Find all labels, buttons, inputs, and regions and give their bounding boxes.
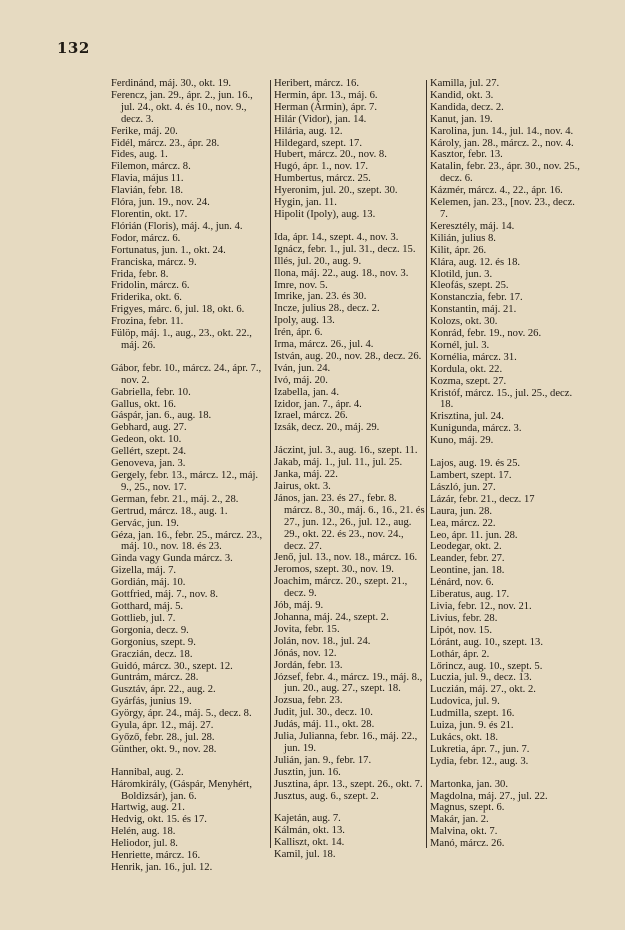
name-column-1 (111, 78, 269, 874)
name-day-entry: Flórián (Floris), máj. 4., jun. 4. (111, 220, 243, 232)
name-day-entry: Konstanczia, febr. 17. (430, 292, 523, 304)
name-day-entry: Kalliszt, okt. 14. (274, 837, 345, 849)
section-gap (430, 768, 580, 779)
name-day-entry: Krisztina, jul. 24. (430, 411, 504, 423)
name-day-entry: Johanna, máj. 24., szept. 2. (274, 611, 389, 623)
name-day-entry: Ferencz, jan. 29., ápr. 2., jun. 16., jul. 24., okt. 4. és 10., nov. 9., decz. 3. (111, 89, 253, 125)
name-day-entry: Lipót, nov. 15. (430, 624, 492, 636)
name-day-entry: Lóránt, aug. 10., szept. 13. (430, 636, 543, 648)
name-day-entry: Ida, ápr. 14., szept. 4., nov. 3. (274, 231, 399, 243)
name-day-entry: Incze, julius 28., decz. 2. (274, 303, 380, 315)
name-day-entry: Lambert, szept. 17. (430, 470, 512, 481)
name-day-entry: Jakab, máj. 1., jul. 11., jul. 25. (274, 457, 403, 469)
name-day-entry: Franciska, márcz. 9. (111, 256, 197, 268)
name-day-entry: Kamilla, jul. 27. (430, 78, 500, 89)
name-day-entry: Kázmér, márcz. 4., 22., ápr. 16. (430, 185, 563, 197)
name-day-entry: Janka, máj. 22. (274, 469, 338, 481)
name-day-entry: Magnus, szept. 6. (430, 802, 505, 814)
name-column-3 (430, 78, 580, 850)
name-day-entry: Manó, márcz. 26. (430, 838, 505, 850)
name-day-entry: Izidor, jan. 7., ápr. 4. (274, 398, 362, 410)
name-day-entry: Humbertus, márcz. 25. (274, 173, 371, 185)
name-day-entry: Joachim, márcz. 20., szept. 21., decz. 9. (274, 576, 408, 600)
name-day-entry: Gebhard, aug. 27. (111, 422, 187, 434)
name-day-entry: Julián, jan. 9., febr. 17. (274, 754, 372, 766)
section-gap (274, 221, 426, 232)
name-day-entry: Heribert, márcz. 16. (274, 78, 360, 89)
name-day-entry: György, ápr. 24., máj. 5., decz. 8. (111, 708, 252, 720)
column-divider (270, 80, 271, 848)
name-day-entry: Livius, febr. 28. (430, 612, 498, 624)
name-day-entry: Henriette, márcz. 16. (111, 850, 201, 862)
name-day-entry: Gotthard, máj. 5. (111, 600, 184, 612)
name-day-entry: Jordán, febr. 13. (274, 659, 343, 671)
name-day-entry: Klára, aug. 12. és 18. (430, 256, 521, 268)
name-day-entry: Gottfried, máj. 7., nov. 8. (111, 589, 218, 601)
name-day-entry: Graczián, decz. 18. (111, 648, 193, 660)
name-day-entry: Luczia, jul. 9., decz. 13. (430, 672, 532, 684)
name-day-entry: Ferdinánd, máj. 30., okt. 19. (111, 78, 232, 89)
name-day-entry: Hilária, aug. 12. (274, 125, 343, 137)
name-day-entry: Flavia, május 11. (111, 173, 184, 185)
name-day-entry: István, aug. 20., nov. 28., decz. 26. (274, 350, 422, 362)
name-day-entry: Ferike, máj. 20. (111, 125, 178, 137)
name-day-entry: Ginda vagy Gunda márcz. 3. (111, 553, 233, 565)
name-day-entry: Lénárd, nov. 6. (430, 577, 494, 589)
name-day-entry: Gallus, okt. 16. (111, 398, 177, 410)
name-day-entry: Kanut, jan. 19. (430, 113, 493, 125)
name-day-entry: Kilián, julius 8. (430, 232, 496, 244)
column-divider (426, 80, 427, 848)
name-day-entry: Keresztély, máj. 14. (430, 220, 515, 232)
name-day-entry: Győző, febr. 28., jul. 28. (111, 731, 215, 743)
name-day-entry: Laura, jun. 28. (430, 505, 493, 517)
name-day-entry: Gorgonia, decz. 9. (111, 624, 189, 636)
name-day-entry: Jolán, nov. 18., jul. 24. (274, 635, 371, 647)
name-day-entry: Kasztor, febr. 13. (430, 149, 503, 161)
name-day-entry: Izabella, jan. 4. (274, 386, 340, 398)
name-day-entry: Malvina, okt. 7. (430, 826, 498, 838)
name-day-entry: Lukács, okt. 18. (430, 731, 498, 743)
name-day-entry: Livia, febr. 12., nov. 21. (430, 600, 532, 612)
name-day-entry: Lukretia, ápr. 7., jun. 7. (430, 743, 530, 755)
name-day-entry: Kandida, decz. 2. (430, 101, 504, 113)
name-day-entry: Gordián, máj. 10. (111, 577, 186, 589)
name-day-entry: Hygin, jan. 11. (274, 197, 337, 209)
name-day-entry: Hugó, ápr. 1., nov. 17. (274, 161, 369, 173)
name-day-entry: Kornélia, márcz. 31. (430, 351, 517, 363)
name-day-entry: German, febr. 21., máj. 2., 28. (111, 493, 239, 505)
name-day-entry: Konrád, febr. 19., nov. 26. (430, 328, 542, 340)
name-day-entry: Fodor, márcz. 6. (111, 232, 181, 244)
name-day-entry: Makár, jan. 2. (430, 814, 489, 826)
section-gap (430, 447, 580, 458)
name-day-entry: Ignácz, febr. 1., jul. 31., decz. 15. (274, 243, 416, 255)
name-day-entry: Julia, Julianna, febr. 16., máj. 22., jun. 19. (274, 731, 418, 754)
name-day-entry: Gottlieb, jul. 7. (111, 612, 176, 624)
name-day-entry: Hildegard, szept. 17. (274, 137, 362, 149)
name-day-entry: Fridolin, márcz. 6. (111, 280, 190, 292)
name-day-entry: Leodegar, okt. 2. (430, 541, 502, 553)
name-day-entry: Imrike, jan. 23. és 30. (274, 291, 367, 303)
name-day-entry: Ilona, máj. 22., aug. 18., nov. 3. (274, 267, 409, 279)
name-day-entry: Kandid, okt. 3. (430, 89, 494, 101)
name-day-entry: Iván, jun. 24. (274, 362, 331, 374)
name-day-entry: Hedvig, okt. 15. és 17. (111, 814, 207, 826)
section-gap (274, 434, 426, 445)
name-day-entry: Imre, nov. 5. (274, 279, 328, 291)
name-day-entry: Jenő, jul. 13., nov. 18., márcz. 16. (274, 552, 418, 564)
name-day-entry: Gertrud, márcz. 18., aug. 1. (111, 505, 228, 517)
name-day-entry: Herman (Ármin), ápr. 7. (274, 101, 377, 113)
name-day-entry: Gergely, febr. 13., márcz. 12., máj. 9., 25., nov. 17. (111, 470, 259, 493)
name-day-entry: Izrael, márcz. 26. (274, 410, 348, 422)
name-day-entry: Illés, jul. 20., aug. 9. (274, 255, 362, 267)
name-day-entry: Hartwig, aug. 21. (111, 802, 185, 814)
name-day-entry: Magdolna, máj. 27., jul. 22. (430, 790, 548, 802)
name-day-entry: Henrik, jan. 16., jul. 12. (111, 862, 213, 873)
name-day-entry: Gorgonius, szept. 9. (111, 636, 196, 648)
name-day-entry: Jusztin, jun. 16. (274, 766, 341, 778)
name-day-entry: Károly, jan. 28., márcz. 2., nov. 4. (430, 137, 574, 149)
name-day-entry: Martonka, jan. 30. (430, 778, 508, 790)
name-day-entry: Leontine, jan. 18. (430, 565, 505, 577)
name-day-entry: Irén, ápr. 6. (274, 327, 323, 339)
name-day-entry: Fides, aug. 1. (111, 149, 168, 161)
name-day-entry: Jusztus, aug. 6., szept. 2. (274, 790, 379, 802)
name-day-entry: Ivó, máj. 20. (274, 374, 328, 386)
name-day-entry: Günther, okt. 9., nov. 28. (111, 743, 217, 755)
name-day-entry: Gervác, jun. 19. (111, 517, 179, 529)
name-day-entry: Lázár, febr. 21., decz. 17 (430, 493, 535, 505)
name-day-entry: Helén, aug. 18. (111, 826, 176, 838)
name-day-entry: Kunigunda, márcz. 3. (430, 423, 522, 435)
name-day-entry: Lőrincz, aug. 10., szept. 5. (430, 660, 543, 672)
name-day-entry: Leander, febr. 27. (430, 553, 505, 565)
name-day-entry: Gábor, febr. 10., márcz. 24., ápr. 7., nov. 2. (111, 362, 262, 386)
name-day-entry: Jovita, febr. 15. (274, 623, 340, 635)
section-gap (111, 756, 269, 767)
name-day-entry: Frida, febr. 8. (111, 268, 169, 280)
name-day-entry: Guidó, márcz. 30., szept. 12. (111, 660, 233, 672)
name-day-entry: Karolina, jun. 14., jul. 14., nov. 4. (430, 125, 574, 137)
name-day-entry: Jairus, okt. 3. (274, 481, 331, 492)
name-day-entry: Kolozs, okt. 30. (430, 316, 498, 328)
name-day-entry: Gyárfás, junius 19. (111, 696, 192, 708)
name-day-entry: Guntrám, márcz. 28. (111, 672, 199, 684)
name-day-entry: Kajetán, aug. 7. (274, 813, 341, 825)
name-day-entry: Luczián, máj. 27., okt. 2. (430, 684, 536, 696)
section-gap (274, 802, 426, 813)
name-day-entry: Izsák, decz. 20., máj. 29. (274, 422, 380, 434)
name-day-entry: Florentin, okt. 17. (111, 208, 188, 220)
name-day-entry: Kelemen, jan. 23., [nov. 23., decz. 7. (430, 197, 575, 220)
name-day-entry: Hannibal, aug. 2. (111, 766, 184, 778)
name-day-entry: Gusztáv, ápr. 22., aug. 2. (111, 684, 216, 696)
name-day-entry: Judás, máj. 11., okt. 28. (274, 719, 375, 731)
name-day-entry: Irma, márcz. 26., jul. 4. (274, 339, 374, 351)
name-day-entry: Géza, jan. 16., febr. 25., márcz. 23., máj. 10., nov. 18. és 23. (111, 529, 263, 553)
name-day-entry: Friderika, okt. 6. (111, 292, 182, 304)
name-day-entry: Lothár, ápr. 2. (430, 648, 490, 660)
name-day-entry: Kozma, szept. 27. (430, 375, 507, 387)
name-day-entry: Lajos, aug. 19. és 25. (430, 458, 521, 470)
name-day-entry: László, jun. 27. (430, 481, 496, 493)
name-column-2 (274, 78, 426, 861)
name-day-entry: Jób, máj. 9. (274, 600, 324, 612)
name-day-entry: József, febr. 4., márcz. 19., máj. 8., jun. 20., aug. 27., szept. 18. (274, 671, 423, 695)
section-gap (111, 352, 269, 363)
name-day-entry: Hipolit (Ipoly), aug. 13. (274, 208, 376, 220)
name-day-entry: Jáczint, jul. 3., aug. 16., szept. 11. (274, 445, 418, 457)
name-day-entry: Kuno, máj. 29. (430, 435, 494, 447)
name-day-entry: Jeromos, szept. 30., nov. 19. (274, 564, 394, 576)
name-day-entry: Frigyes, márc. 6, jul. 18, okt. 6. (111, 304, 245, 316)
name-day-entry: Konstantin, máj. 21. (430, 304, 517, 316)
name-day-entry: Gedeon, okt. 10. (111, 434, 182, 446)
name-day-entry: Judit, jul. 30., decz. 10. (274, 707, 373, 719)
name-day-entry: Ludmilla, szept. 16. (430, 708, 515, 720)
name-day-entry: Klotild, jun. 3. (430, 268, 493, 280)
name-day-entry: Kamil, jul. 18. (274, 849, 336, 861)
name-day-entry: János, jan. 23. és 27., febr. 8. márcz. 8., 30., máj. 6., 16., 21. és 27., jun. 12., 26., jul. 12., aug. 29., okt. 22. és 23., nov. 24., decz. 27. (274, 492, 425, 552)
name-day-entry: Leo, ápr. 11. jun. 28. (430, 529, 518, 541)
name-day-entry: Gáspár, jan. 6., aug. 18. (111, 410, 212, 422)
name-day-entry: Kálmán, okt. 13. (274, 825, 345, 837)
name-day-entry: Fülöp, máj. 1., aug., 23., okt. 22., máj. 26. (111, 328, 252, 351)
name-day-entry: Genoveva, jan. 3. (111, 458, 186, 470)
name-day-entry: Luiza, jun. 9. és 21. (430, 720, 514, 732)
name-day-entry: Hermin, ápr. 13., máj. 6. (274, 89, 378, 101)
name-day-entry: Hubert, márcz. 20., nov. 8. (274, 149, 387, 161)
name-day-entry: Fidél, márcz. 23., ápr. 28. (111, 137, 220, 149)
name-day-entry: Jónás, nov. 12. (274, 647, 337, 659)
name-day-entry: Háromkirály, (Gáspár, Menyhért, Boldizsár), jan. 6. (111, 778, 252, 802)
name-day-entry: Kordula, okt. 22. (430, 363, 503, 375)
name-day-entry: Fortunatus, jun. 1., okt. 24. (111, 244, 226, 256)
page-number: 132 (57, 39, 90, 57)
name-day-entry: Kornél, jul. 3. (430, 339, 490, 351)
name-day-entry: Lea, márcz. 22. (430, 517, 496, 529)
name-day-entry: Hyeronim, jul. 20., szept. 30. (274, 185, 398, 197)
name-day-entry: Filemon, márcz. 8. (111, 161, 191, 173)
name-day-entry: Lydia, febr. 12., aug. 3. (430, 755, 529, 767)
name-day-entry: Jusztina, ápr. 13., szept. 26., okt. 7. (274, 778, 423, 790)
name-day-entry: Jozsua, febr. 23. (274, 695, 343, 707)
name-day-entry: Ipoly, aug. 13. (274, 315, 335, 327)
name-day-entry: Gyula, ápr. 12., máj. 27. (111, 720, 214, 732)
name-day-entry: Frozina, febr. 11. (111, 316, 184, 328)
name-day-entry: Flavián, febr. 18. (111, 185, 184, 197)
name-day-entry: Kilit, ápr. 26. (430, 244, 487, 256)
name-day-entry: Gellért, szept. 24. (111, 446, 187, 458)
name-day-entry: Kleofás, szept. 25. (430, 280, 509, 292)
name-day-entry: Flóra, jun. 19., nov. 24. (111, 197, 210, 209)
name-day-entry: Gabriella, febr. 10. (111, 386, 191, 398)
name-day-entry: Kristóf, márcz. 15., jul. 25., decz. 18. (430, 387, 573, 411)
name-day-entry: Katalin, febr. 23., ápr. 30., nov. 25., decz. 6. (430, 161, 580, 185)
name-day-entry: Liberatus, aug. 17. (430, 589, 510, 601)
name-day-entry: Gizella, máj. 7. (111, 565, 177, 577)
name-day-entry: Ludovica, jul. 9. (430, 696, 500, 708)
name-day-entry: Hilár (Vidor), jan. 14. (274, 113, 367, 125)
name-day-entry: Heliodor, jul. 8. (111, 838, 178, 850)
